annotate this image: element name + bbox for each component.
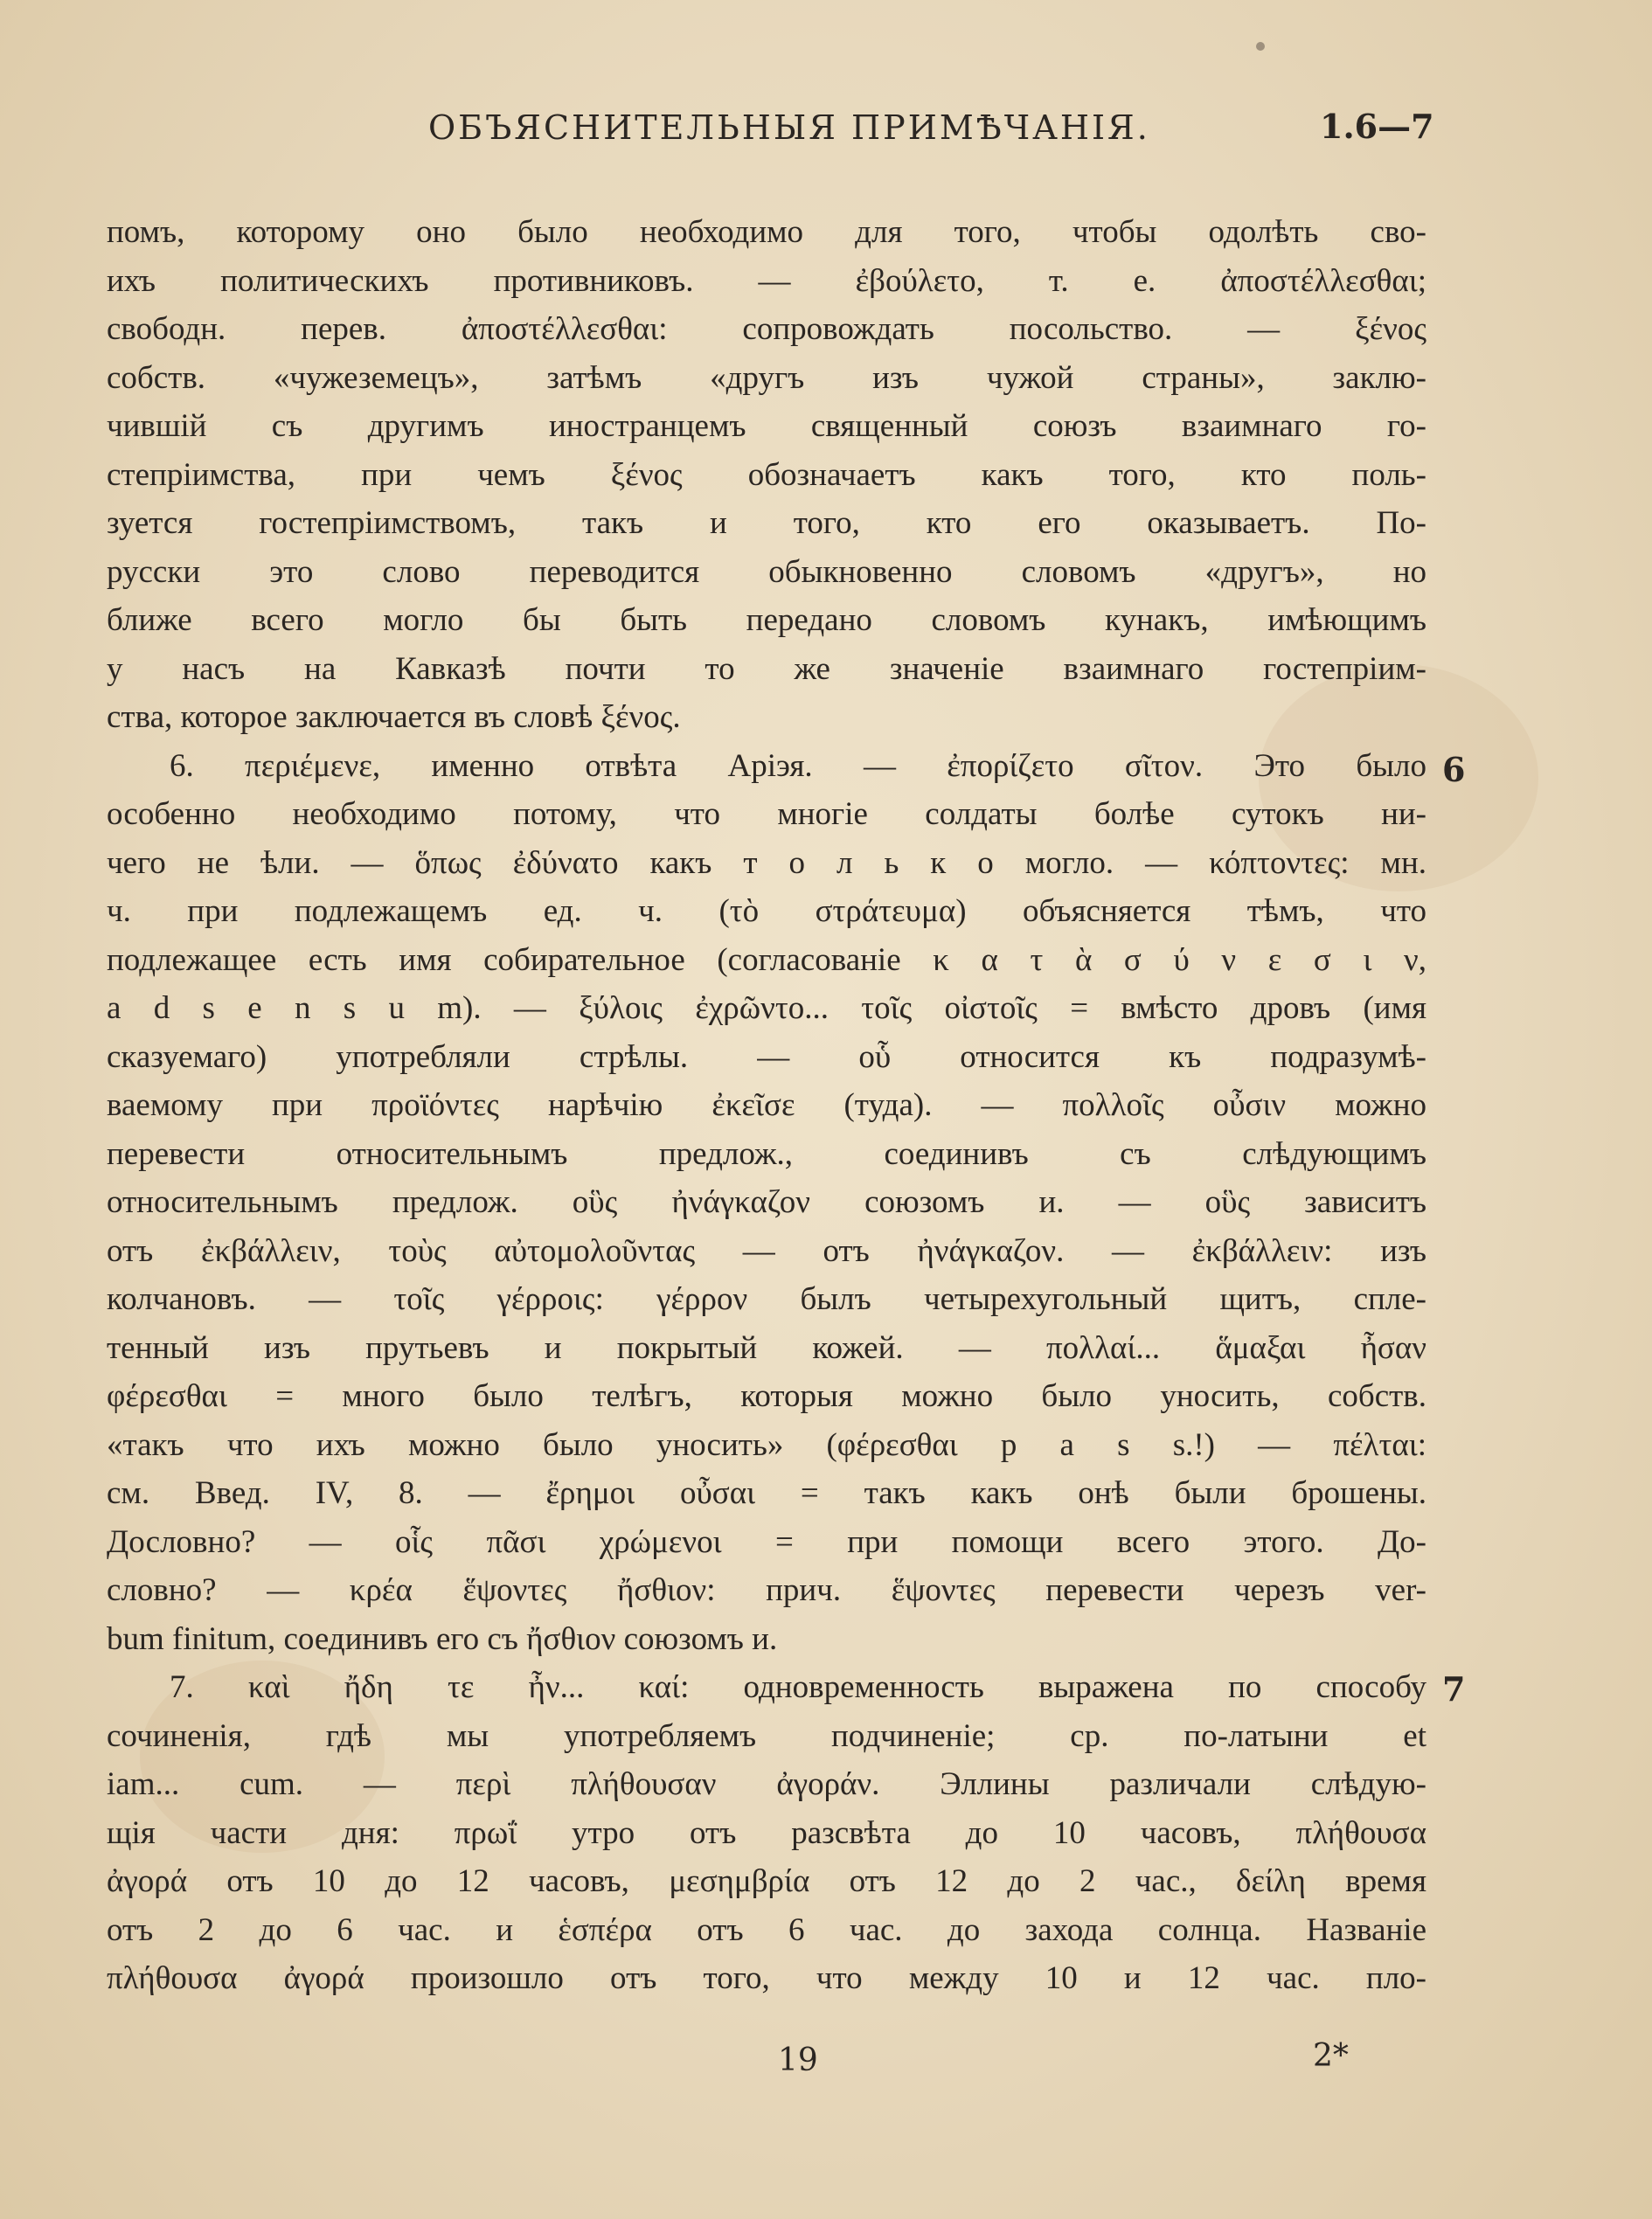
text-line: колчановъ. — τοῖς γέρροις: γέρρον былъ четырехугольный щитъ, спле-: [107, 1281, 1426, 1317]
text-line: «такъ что ихъ можно было уносить» (φέρεσθαι p a s s.!) — πέλται:: [107, 1426, 1426, 1463]
text-line: помъ, которому оно было необходимо для того, чтобы одолѣть сво-: [107, 214, 1426, 250]
text-line: отъ ἐκβάλλειν, τοὺς αὐτομολοῦντας — отъ ἠνάγκαζον. — ἐκβάλλειν: изъ: [107, 1232, 1426, 1269]
text-line: см. Введ. IV, 8. — ἔρημοι οὖσαι = такъ какъ онѣ были брошены.: [107, 1475, 1426, 1511]
text-line: a d s e n s u m). — ξύλοις ἐχρῶντο... τοῖς οἰστοῖς = вмѣсто дровъ (имя: [107, 990, 1426, 1026]
text-line: ихъ политическихъ противниковъ. — ἐβούλετο, т. е. ἀποστέλλεσθαι;: [107, 262, 1426, 299]
text-line: чившій съ другимъ иностранцемъ священный союзъ взаимнаго го-: [107, 408, 1426, 444]
text-line: iam... cum. — περὶ πλήθουσαν ἀγοράν. Эллины различали слѣдую-: [107, 1766, 1426, 1802]
ink-speck: [1256, 42, 1265, 51]
text-line: bum finitum, соединивъ его съ ἤσθιον союзомъ и.: [107, 1620, 778, 1657]
text-line: русски это слово переводится обыкновенно словомъ «другъ», но: [107, 553, 1426, 590]
page-number: 19: [778, 2042, 818, 2078]
text-line: φέρεσθαι = много было телѣгъ, которыя можно было уносить, собств.: [107, 1378, 1426, 1414]
text-line: отъ 2 до 6 час. и ἑσπέρα отъ 6 час. до захода солнца. Названіе: [107, 1911, 1426, 1948]
text-line: подлежащее есть имя собирательное (согласованіе κ α τ ὰ σ ύ ν ε σ ι ν,: [107, 941, 1426, 978]
commentary-text: [107, 208, 1426, 2003]
running-head: ОБЪЯСНИТЕЛЬНЫЯ ПРИМѢЧАНІЯ.: [428, 108, 1150, 147]
text-line: сочиненія, гдѣ мы употребляемъ подчиненіе; ср. по-латыни et: [107, 1717, 1426, 1754]
margin-section-number: 6: [1442, 750, 1466, 789]
text-line: чего не ѣли. — ὅπως ἐδύνατο какъ т о л ь к о могло. — κόπτοντες: мн.: [107, 844, 1426, 881]
text-line: свободн. перев. ἀποστέλλεσθαι: сопровождать посольство. — ξένος: [107, 311, 1426, 347]
text-line: ἀγορά отъ 10 до 12 часовъ, μεσημβρία отъ 12 до 2 час., δείλη время: [107, 1863, 1426, 1899]
text-line: ваемому при προϊόντες нарѣчію ἐκεῖσε (туда). — πολλοῖς οὖσιν можно: [107, 1087, 1426, 1123]
text-line: у насъ на Кавказѣ почти то же значеніе взаимнаго гостепріим-: [107, 650, 1426, 687]
text-line: πλήθουσα ἀγορά произошло отъ того, что между 10 и 12 час. пло-: [107, 1960, 1426, 1996]
printer-signature-mark: 2*: [1313, 2038, 1349, 2074]
text-line: словно? — κρέα ἕψοντες ἤσθιον: прич. ἕψοντες перевести черезъ ver-: [107, 1572, 1426, 1608]
text-line: зуется гостепріимствомъ, такъ и того, кто его оказываетъ. По-: [107, 505, 1426, 541]
text-line: 7. καὶ ἤδη τε ἦν... καί: одновременность выражена по способу: [170, 1669, 1426, 1705]
margin-section-number: 7: [1442, 1669, 1466, 1709]
text-line: ч. при подлежащемъ ед. ч. (τὸ στράτευμα) объясняется тѣмъ, что: [107, 893, 1426, 929]
text-line: 6. περιέμενε, именно отвѣта Аріэя. — ἐπορίζετο σῖτον. Это было: [170, 747, 1426, 784]
text-line: степріимства, при чемъ ξένος обозначаетъ какъ того, кто поль-: [107, 456, 1426, 493]
text-line: щія части дня: πρωΐ утро отъ разсвѣта до 10 часовъ, πλήθουσα: [107, 1814, 1426, 1851]
text-line: относительнымъ предлож. οὓς ἠνάγκαζον союзомъ и. — οὓς зависитъ: [107, 1184, 1426, 1220]
text-line: особенно необходимо потому, что многіе солдаты болѣе сутокъ ни-: [107, 796, 1426, 832]
text-line: Дословно? — οἷς πᾶσι χρώμενοι = при помощи всего этого. До-: [107, 1523, 1426, 1560]
section-reference: 1.6—7: [1320, 107, 1434, 146]
text-line: тенный изъ прутьевъ и покрытый кожей. — πολλαί... ἅμαξαι ἦσαν: [107, 1329, 1426, 1366]
text-line: ства, которое заключается въ словѣ ξένος.: [107, 699, 681, 735]
text-line: перевести относительнымъ предлож., соединивъ съ слѣдующимъ: [107, 1135, 1426, 1172]
text-line: сказуемаго) употребляли стрѣлы. — οὗ относится къ подразумѣ-: [107, 1038, 1426, 1075]
text-line: ближе всего могло бы быть передано словомъ кунакъ, имѣющимъ: [107, 602, 1426, 638]
text-line: собств. «чужеземецъ», затѣмъ «другъ изъ чужой страны», заклю-: [107, 359, 1426, 396]
